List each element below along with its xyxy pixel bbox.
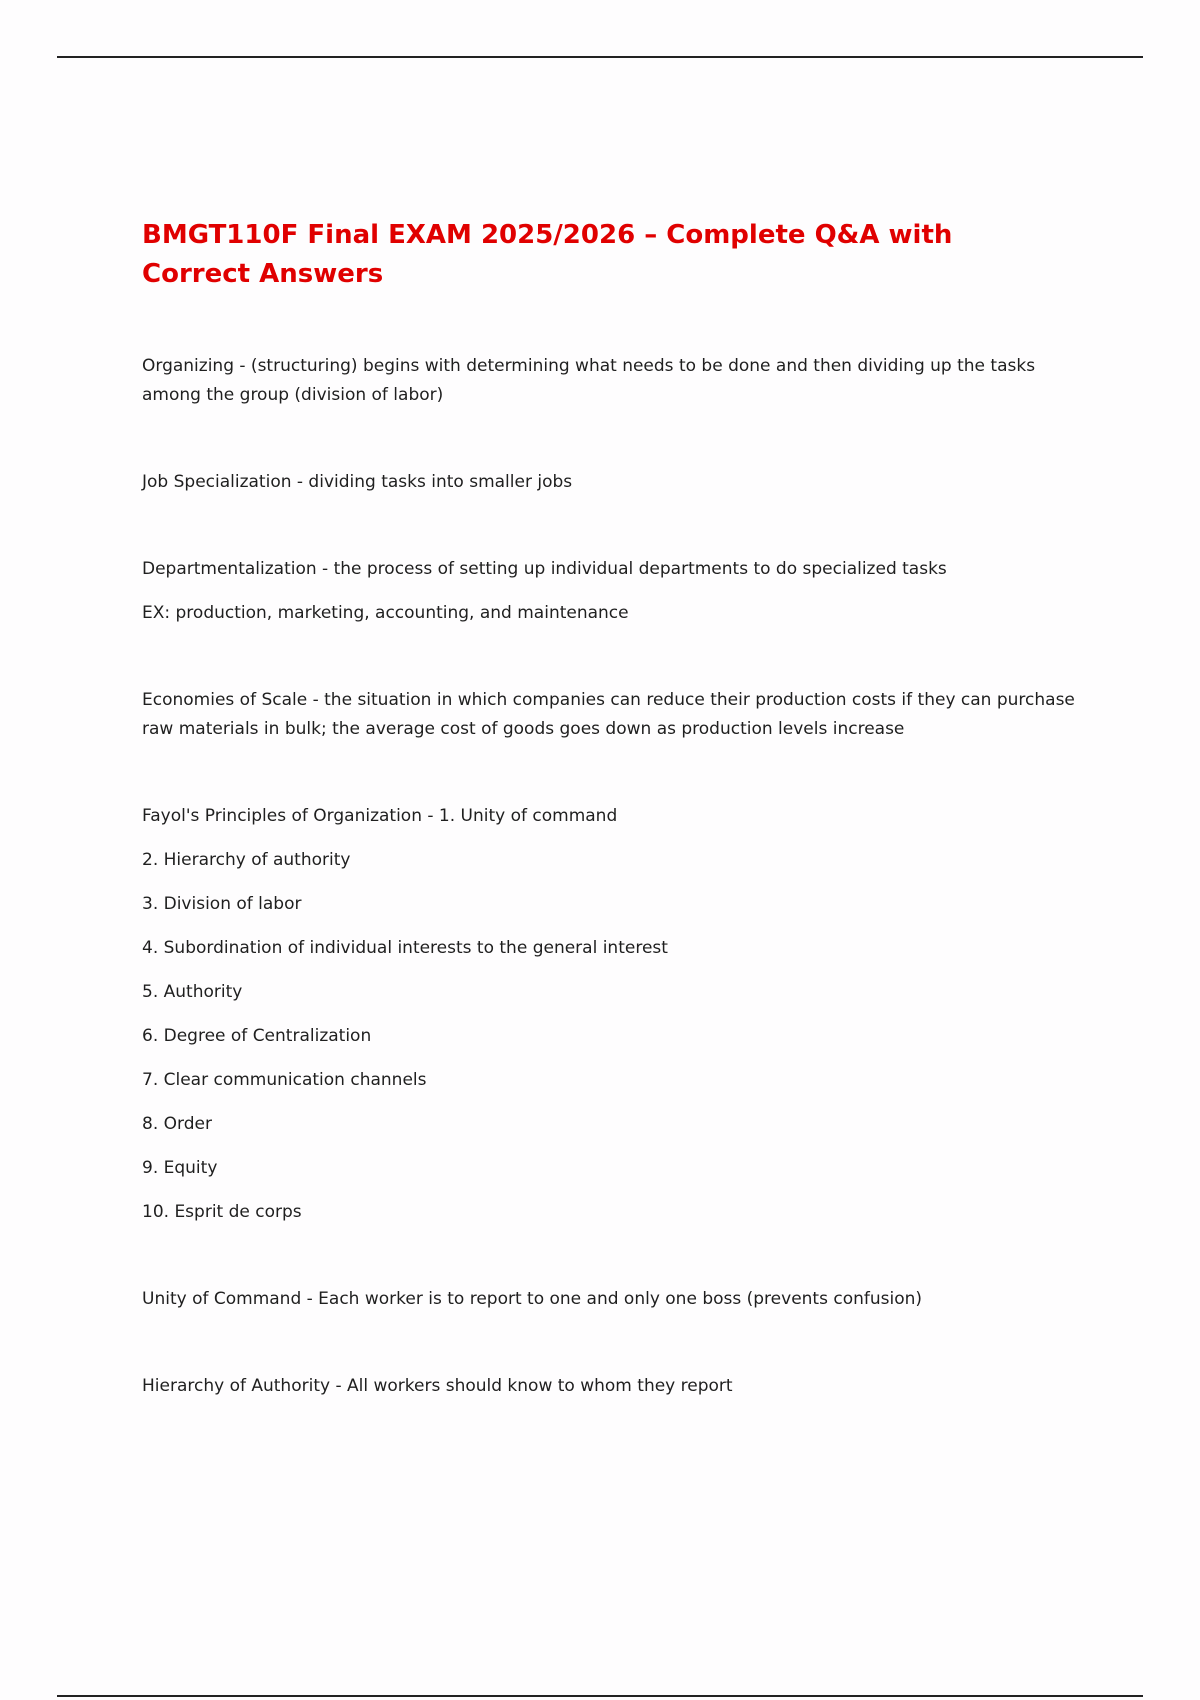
list-item: 4. Subordination of individual interests to the general interest bbox=[142, 938, 668, 958]
top-rule bbox=[57, 56, 1143, 58]
entry-hierarchy-of-authority: Hierarchy of Authority - All workers should know to whom they report bbox=[142, 1376, 733, 1396]
entry-departmentalization: Departmentalization - the process of setting up individual departments to do specialized tasks bbox=[142, 559, 947, 579]
list-item: 8. Order bbox=[142, 1114, 212, 1134]
entry-economies-of-scale: Economies of Scale - the situation in which companies can reduce their production costs if they can purchase raw materials in bulk; the average cost of goods goes down as production levels increase bbox=[142, 690, 1075, 739]
entry-unity-of-command: Unity of Command - Each worker is to report to one and only one boss (prevents confusion) bbox=[142, 1289, 923, 1309]
list-item: 9. Equity bbox=[142, 1158, 218, 1178]
bottom-rule bbox=[57, 1695, 1143, 1697]
list-item: 6. Degree of Centralization bbox=[142, 1026, 372, 1046]
document-body bbox=[142, 352, 1082, 1401]
list-item: 7. Clear communication channels bbox=[142, 1070, 427, 1090]
list-item: 5. Authority bbox=[142, 982, 243, 1002]
list-item: 3. Division of labor bbox=[142, 894, 302, 914]
list-item: 2. Hierarchy of authority bbox=[142, 850, 351, 870]
entry-organizing: Organizing - (structuring) begins with determining what needs to be done and then dividing up the tasks among the group (division of labor) bbox=[142, 356, 1036, 405]
entry-departmentalization-example: EX: production, marketing, accounting, and maintenance bbox=[142, 603, 629, 623]
document-title: BMGT110F Final EXAM 2025/2026 – Complete Q&A with Correct Answers bbox=[142, 220, 953, 289]
list-item: 10. Esprit de corps bbox=[142, 1202, 302, 1222]
entry-fayol-principles: Fayol's Principles of Organization - 1. Unity of command bbox=[142, 806, 618, 826]
entry-job-specialization: Job Specialization - dividing tasks into smaller jobs bbox=[142, 472, 573, 492]
